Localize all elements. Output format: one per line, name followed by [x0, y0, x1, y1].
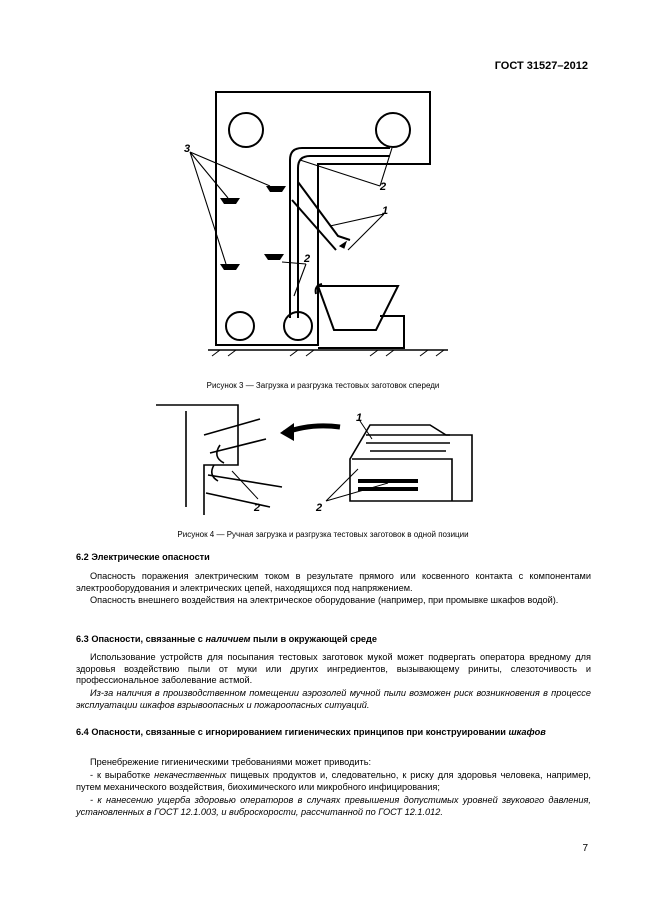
page-number: 7 — [582, 843, 588, 854]
cabinet-rails — [204, 419, 282, 507]
section-6-4-paragraph-2: - к выработке некачественных пищевых продуктов и, следовательно, к риску для здоровья человека, например, путем механического воздействия, биохимического или микробного инфицирования; — [76, 770, 591, 792]
drum-top-right — [376, 113, 410, 147]
fig3-label-3: 3 — [184, 143, 191, 155]
section-6-3-title: 6.3 Опасности, связанные с наличием пыли в окружающей среде — [76, 634, 377, 644]
section-6-2-paragraph-2: Опасность внешнего воздействия на электрическое оборудование (например, при промывке шкафов водой). — [90, 595, 559, 605]
cabinet-edge — [156, 405, 238, 515]
fig3-label-1: 1 — [382, 205, 389, 217]
fig3-label-2-bottom: 2 — [304, 253, 311, 265]
section-6-4-paragraph-3: - к нанесению ущерба здоровью операторов в случаях превышения допустимых уровней звукового давления, установленных в ГОСТ 12.1.003, и виброскорости, рассчитанной по ГОСТ 12.1.012. — [76, 795, 591, 817]
figure-4-caption: Рисунок 4 — Ручная загрузка и разгрузка тестовых заготовок в одной позиции — [177, 530, 469, 539]
loading-hopper — [318, 286, 398, 330]
oven-frame — [216, 92, 430, 345]
figure-3-caption: Рисунок 3 — Загрузка и разгрузка тестовых заготовок спереди — [206, 381, 440, 390]
section-6-3-paragraph-2: Из-за наличия в производственном помещении аэрозолей мучной пыли возможен риск возникновения в процессе эксплуатации шкафов взрывоопасных и пожароопасных ситуаций. — [76, 688, 591, 710]
section-6-2-title: 6.2 Электрические опасности — [76, 552, 210, 562]
drum-bottom-left — [226, 312, 254, 340]
fig4-label-1: 1 — [356, 412, 363, 424]
figure-3-drawing — [0, 0, 646, 380]
fig4-label-2-left: 2 — [254, 502, 261, 514]
section-6-3-paragraph-1: Использование устройств для посыпания тестовых заготовок мукой может подвергать оператора вредному для здоровья воздействию пыли от муки или других ингредиентов, вызывающему риниты, слезоточивость и профессиональное заболевание астмой. — [76, 652, 591, 686]
figure-4-drawing — [0, 395, 646, 525]
section-6-2-paragraph-1: Опасность поражения электрическим током в результате прямого или косвенного контакта с компонентами электрооборудования и электрических цепей, находящихся под напряжением. — [76, 571, 591, 593]
fig4-label-2-right: 2 — [316, 502, 323, 514]
section-6-4-paragraph-1: Пренебрежение гигиеническими требованиями может приводить: — [90, 757, 372, 767]
document-number: ГОСТ 31527–2012 — [494, 60, 588, 72]
drum-top-left — [229, 113, 263, 147]
fig3-label-2-top: 2 — [380, 181, 387, 193]
section-6-4-title: 6.4 Опасности, связанные с игнорированием гигиенических принципов при конструировании шкафов — [76, 727, 546, 737]
unloading-chute — [298, 182, 350, 240]
